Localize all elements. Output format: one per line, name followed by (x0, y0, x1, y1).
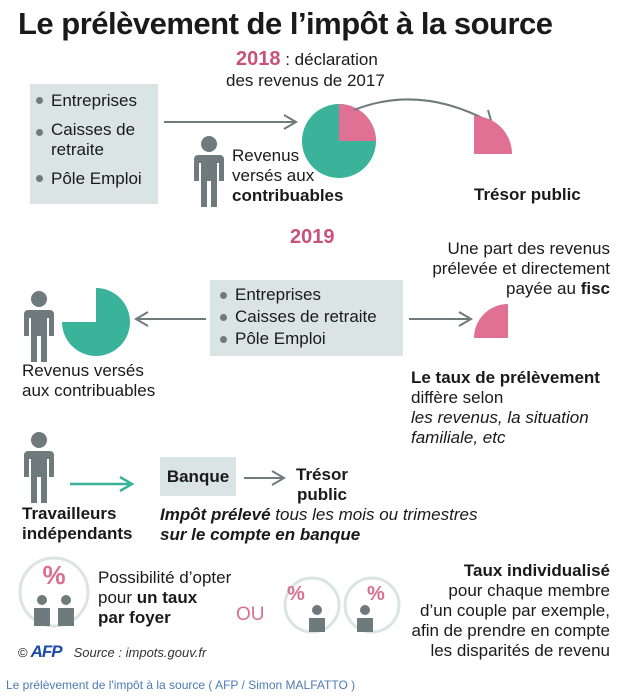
year-2018: 2018 (236, 48, 281, 70)
bank-box (160, 457, 236, 496)
person-icon (19, 431, 59, 503)
bullet-icon (36, 129, 43, 136)
source-item: Pôle Emploi (220, 328, 403, 350)
sources-box-2018 (30, 84, 158, 204)
revenue-text-2018: Revenus versés aux contribuables (232, 146, 344, 205)
indiv-text: Taux individualisé pour chaque membre d’un couple par exemple, afin de prendre en compte les disparités de revenu (411, 561, 610, 660)
percent-individual-2: % (367, 583, 385, 605)
afp-logo: AFP (30, 642, 62, 661)
bullet-icon (220, 336, 227, 343)
copyright: © (18, 644, 28, 660)
impot-text: Impôt prélevé tous les mois ou trimestres sur le compte en banque (160, 505, 478, 544)
arrow-icon (409, 309, 475, 329)
tax-slice-icon (472, 302, 510, 340)
bullet-icon (36, 97, 43, 104)
year-2019: 2019 (290, 226, 335, 248)
source-item: Entreprises (220, 284, 403, 306)
bullet-icon (220, 292, 227, 299)
teal-arrow-icon (70, 474, 136, 494)
heading-2018 (226, 48, 385, 91)
treasury-2018: Trésor public (474, 185, 581, 204)
revenue-pie-icon (60, 286, 132, 358)
source-item: Caisses de retraite (220, 306, 403, 328)
sources-box-2019 (210, 280, 403, 356)
arrow-icon (164, 112, 304, 132)
footer (18, 642, 206, 662)
person-icon (19, 290, 59, 362)
ou-label: OU (236, 604, 265, 625)
source-text: Source : impots.gouv.fr (73, 644, 207, 660)
person-icon (189, 135, 229, 207)
source-item: Caisses de retraite (36, 120, 158, 160)
heading-2018-line2: des revenus de 2017 (226, 71, 385, 90)
percent-individual-1: % (287, 583, 305, 605)
heading-2018-rest: : déclaration (280, 50, 378, 69)
bullet-icon (36, 175, 43, 182)
page-title: Le prélèvement de l’impôt à la source (18, 6, 553, 41)
arrow-icon (244, 468, 288, 488)
source-item: Entreprises (36, 88, 158, 114)
source-item: Pôle Emploi (36, 166, 158, 192)
foyer-text: Possibilité d’opter pour un taux par foyer (98, 568, 232, 627)
independants-label: Travailleurs indépendants (22, 504, 133, 543)
bullet-icon (220, 314, 227, 321)
part-text-2019: Une part des revenus prélevée et directement payée au fisc (432, 239, 610, 298)
revenue-text-2019: Revenus versés aux contribuables (22, 361, 156, 400)
taux-text-2019: Le taux de prélèvement diffère selon les revenus, la situation familiale, etc (411, 368, 600, 447)
arrow-icon (134, 309, 208, 329)
image-caption: Le prélèvement de l'impôt à la source ( AFP / Simon MALFATTO ) (6, 678, 356, 692)
treasury-independants: Trésor public (296, 465, 348, 504)
tax-slice-icon (470, 112, 516, 158)
bank-label: Banque (166, 466, 230, 486)
percent-foyer: % (42, 560, 66, 590)
